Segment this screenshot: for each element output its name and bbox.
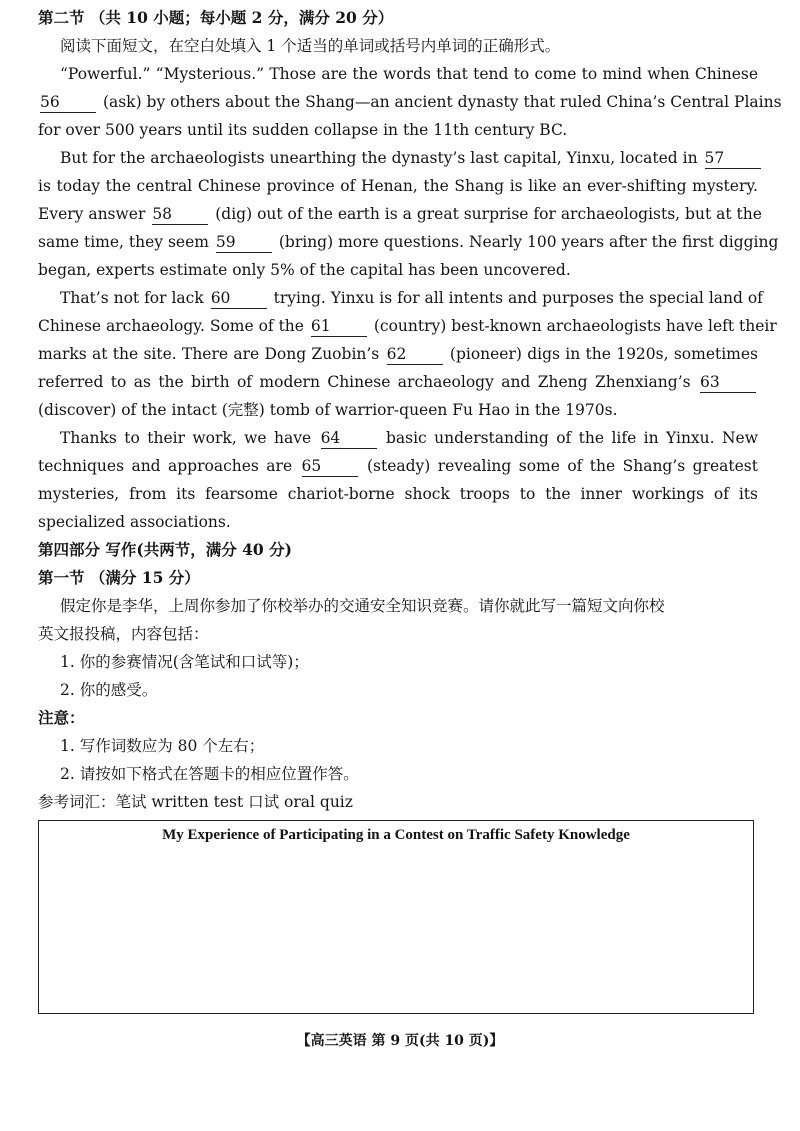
answer-box[interactable] — [38, 820, 754, 1014]
blank-63: 63 — [700, 372, 756, 393]
blank-56: 56 — [40, 92, 96, 113]
passage-line: referred to as the birth of modern Chinese archaeology and Zheng Zhenxiang’s 63 — [38, 368, 758, 396]
blank-61: 61 — [311, 316, 367, 337]
part4-section1: 第一节 （满分 15 分） — [38, 568, 200, 587]
passage-line: 56 (ask) by others about the Shang—an ancient dynasty that ruled China’s Central Plains — [40, 93, 782, 111]
blank-58: 58 — [152, 204, 208, 225]
passage-line: “Powerful.” “Mysterious.” Those are the words that tend to come to mind when Chinese — [60, 65, 758, 83]
page-footer: 【高三英语 第 9 页(共 10 页)】 — [296, 1033, 504, 1049]
writing-prompt: 假定你是李华，上周你参加了你校举办的交通安全知识竞赛。请你就此写一篇短文向你校 — [60, 597, 665, 615]
note-2: 2. 请按如下格式在答题卡的相应位置作答。 — [60, 765, 359, 783]
passage-line: began, experts estimate only 5% of the capital has been uncovered. — [38, 261, 571, 279]
passage-line: for over 500 years until its sudden collapse in the 11th century BC. — [38, 121, 568, 139]
blank-64: 64 — [321, 428, 377, 449]
passage-line: Every answer 58 (dig) out of the earth is a great surprise for archaeologists, but at the — [38, 205, 762, 223]
passage-line: is today the central Chinese province of Henan, the Shang is like an ever-shifting mystery. — [38, 177, 758, 195]
passage-line: techniques and approaches are 65 (steady) revealing some of the Shang’s greatest — [38, 457, 758, 475]
passage-line: mysteries, from its fearsome chariot-borne shock troops to the inner workings of its — [38, 485, 758, 503]
writing-item-2: 2. 你的感受。 — [60, 681, 158, 699]
vocab-reference: 参考词汇：笔试 written test 口试 oral quiz — [38, 793, 353, 811]
part4-header: 第四部分 写作(共两节，满分 40 分) — [38, 540, 292, 559]
section2-instruction: 阅读下面短文，在空白处填入 1 个适当的单词或括号内单词的正确形式。 — [60, 37, 561, 55]
blank-65: 65 — [302, 456, 358, 477]
blank-57: 57 — [705, 148, 761, 169]
passage-line: (discover) of the intact (完整) tomb of warrior-queen Fu Hao in the 1970s. — [38, 401, 618, 419]
blank-62: 62 — [387, 344, 443, 365]
blank-60: 60 — [211, 288, 267, 309]
blank-59: 59 — [216, 232, 272, 253]
passage-line: Chinese archaeology. Some of the 61 (country) best-known archaeologists have left their — [38, 317, 777, 335]
essay-title: My Experience of Participating in a Contest on Traffic Safety Knowledge — [162, 827, 630, 843]
writing-prompt: 英文报投稿，内容包括： — [38, 625, 209, 643]
section2-header: 第二节 （共 10 小题；每小题 2 分，满分 20 分） — [38, 8, 394, 27]
note-1: 1. 写作词数应为 80 个左右； — [60, 737, 265, 755]
passage-line: Thanks to their work, we have 64 basic understanding of the life in Yinxu. New — [60, 429, 758, 447]
passage-line: marks at the site. There are Dong Zuobin’s 62 (pioneer) digs in the 1920s, sometimes — [38, 345, 758, 363]
passage-line: That’s not for lack 60 trying. Yinxu is for all intents and purposes the special land of — [60, 289, 763, 307]
note-title: 注意： — [38, 708, 85, 727]
passage-line: But for the archaeologists unearthing the dynasty’s last capital, Yinxu, located in 57 — [60, 144, 758, 172]
passage-line: same time, they seem 59 (bring) more questions. Nearly 100 years after the first digging — [38, 233, 779, 251]
passage-line: specialized associations. — [38, 513, 231, 531]
writing-item-1: 1. 你的参赛情况(含笔试和口试等)； — [60, 653, 309, 671]
